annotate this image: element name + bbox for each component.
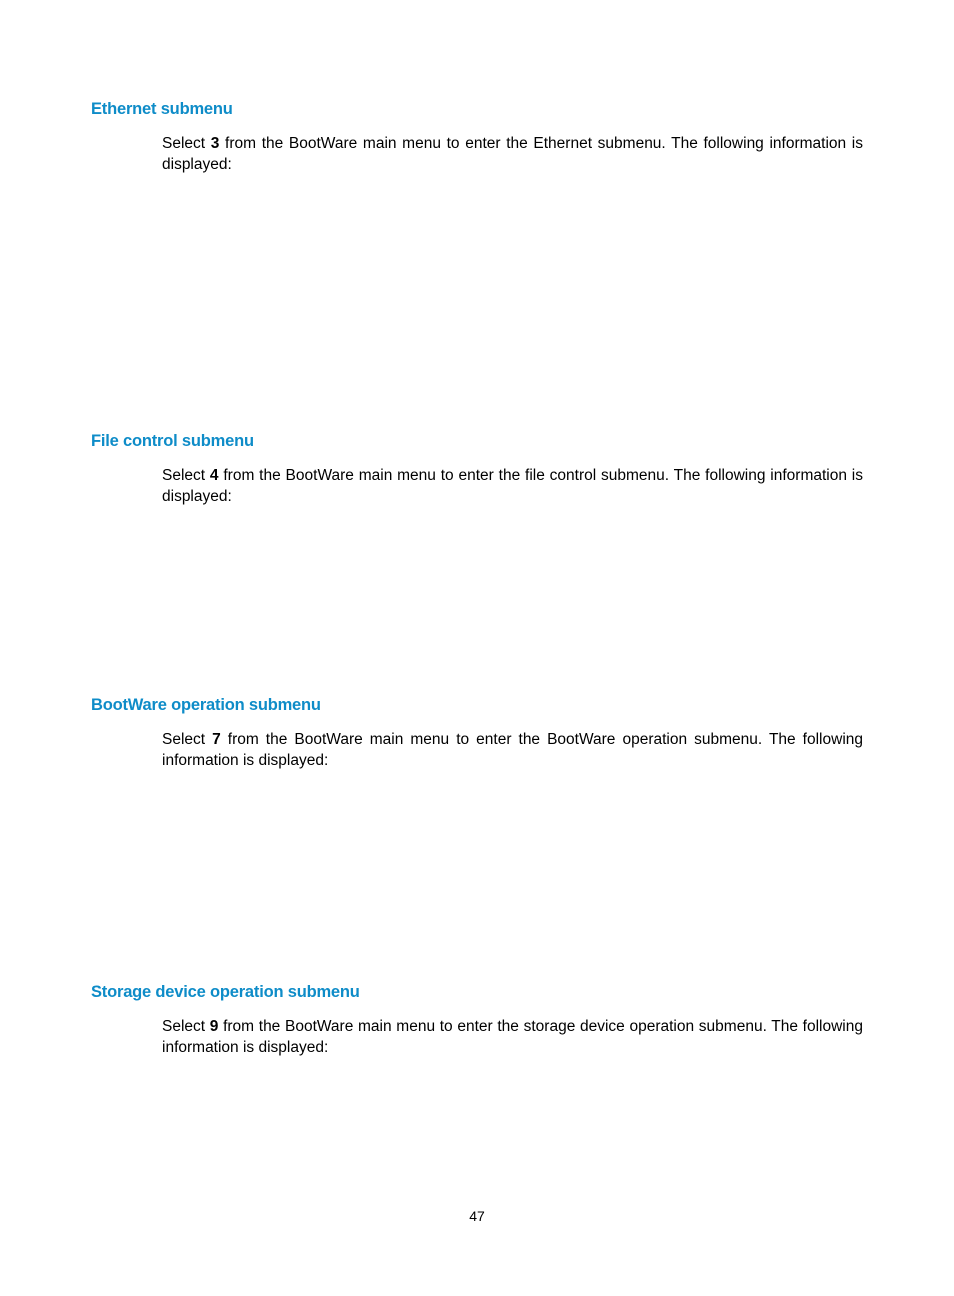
- paragraph-text-after: from the BootWare main menu to enter the Ethernet submenu. The following information is displayed:: [162, 135, 864, 173]
- menu-option-number: 3: [210, 135, 220, 152]
- paragraph-text-after: from the BootWare main menu to enter the storage device operation submenu. The following information is displayed:: [162, 1018, 863, 1056]
- paragraph-text-after: from the BootWare main menu to enter the BootWare operation submenu. The following information is displayed:: [162, 731, 863, 769]
- section-paragraph-ethernet-submenu: [162, 133, 863, 175]
- section-heading-storage-device-operation-submenu: Storage device operation submenu: [91, 983, 360, 1001]
- section-heading-ethernet-submenu: Ethernet submenu: [91, 100, 233, 118]
- section-paragraph-bootware-operation-submenu: [162, 729, 863, 771]
- section-paragraph-storage-device-operation-submenu: [162, 1016, 863, 1058]
- page-number: 47: [469, 1208, 485, 1224]
- section-paragraph-file-control-submenu: [162, 465, 863, 507]
- paragraph-text-before: Select: [162, 731, 213, 748]
- section-heading-file-control-submenu: File control submenu: [91, 432, 254, 450]
- menu-option-number: 7: [212, 731, 221, 748]
- paragraph-text-before: Select: [162, 135, 211, 152]
- paragraph-text-before: Select: [162, 1018, 210, 1035]
- paragraph-text-before: Select: [162, 467, 210, 484]
- paragraph-text-after: from the BootWare main menu to enter the file control submenu. The following information is displayed:: [162, 467, 863, 505]
- menu-option-number: 4: [209, 467, 219, 484]
- menu-option-number: 9: [209, 1018, 219, 1035]
- section-heading-bootware-operation-submenu: BootWare operation submenu: [91, 696, 321, 714]
